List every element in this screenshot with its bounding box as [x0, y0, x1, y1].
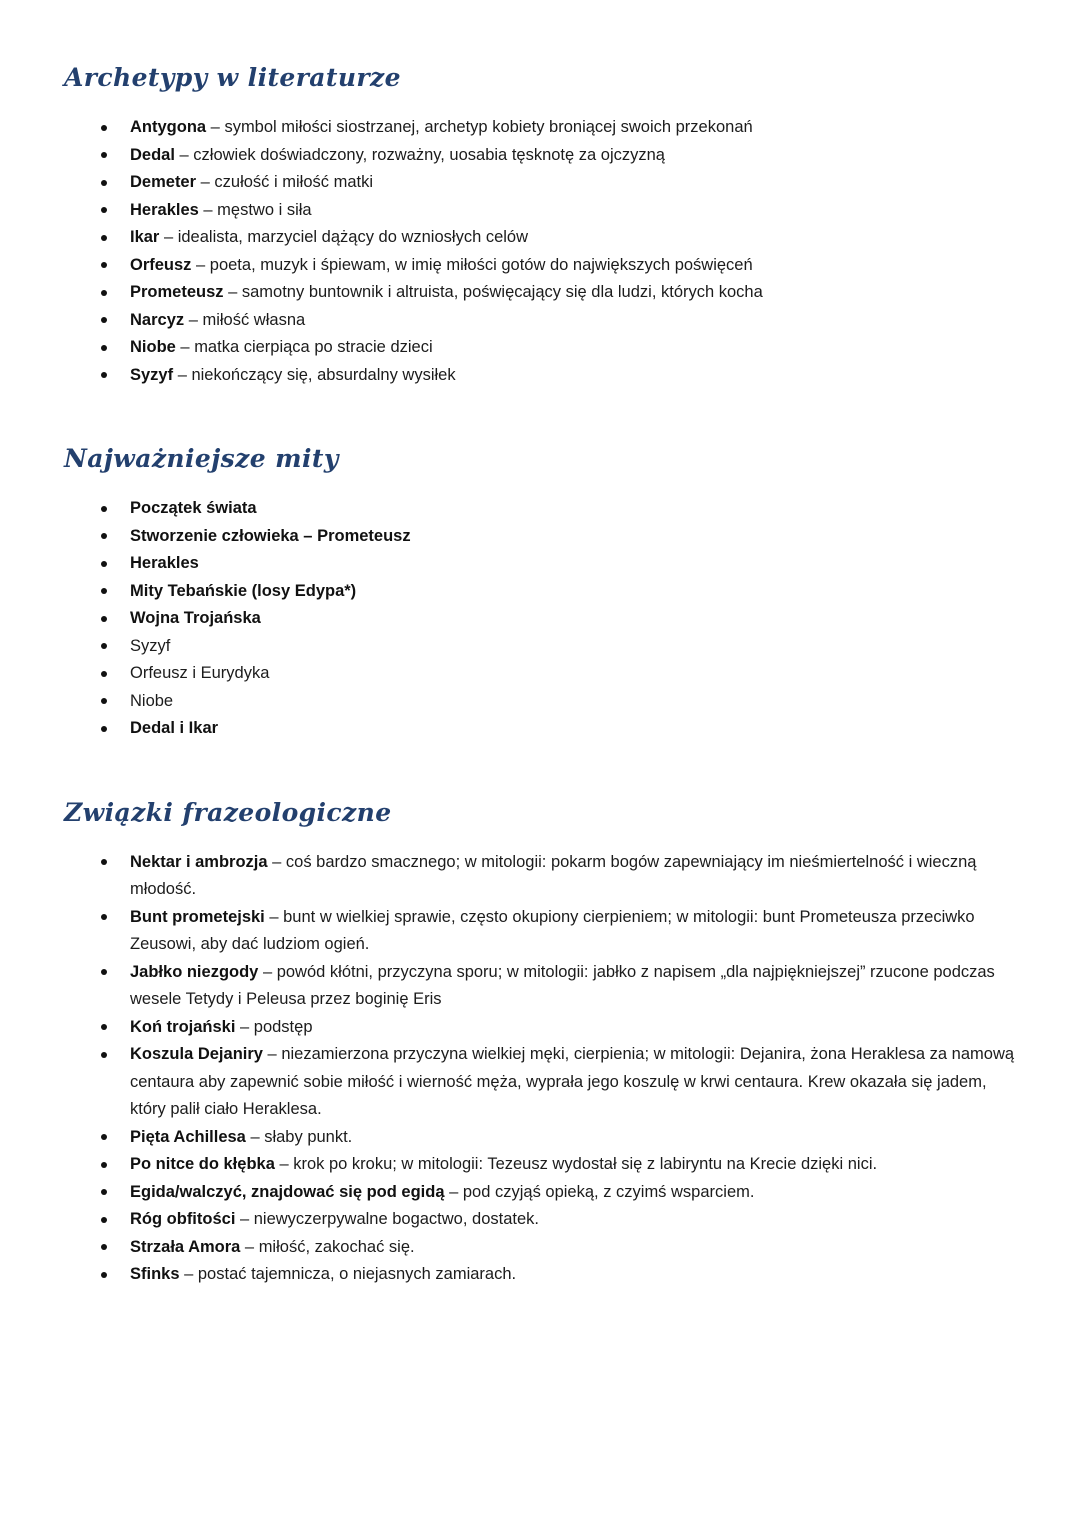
list-item: Orfeusz – poeta, muzyk i śpiewam, w imię miłości gotów do największych poświęceń: [100, 252, 1022, 280]
list-item: Niobe – matka cierpiąca po stracie dzieci: [100, 334, 1022, 362]
list-item: Koszula Dejaniry – niezamierzona przyczyna wielkiej męki, cierpienia; w mitologii: Dejanira, żona Heraklesa za namową centaura aby zapewnić sobie miłość i wierność męża, wyprała jego koszulę w krwi centaura. Krew okazała się jadem, który palił ciało Heraklesa.: [100, 1041, 1022, 1124]
bullet-icon: [101, 235, 107, 241]
phraseology-list: [64, 849, 1022, 1289]
list-item: [100, 523, 1022, 551]
bullet-icon: [101, 1024, 107, 1030]
bullet-icon: [101, 262, 107, 268]
item-term: Niobe: [130, 691, 174, 710]
list-item: Egida/walczyć, znajdować się pod egidą – pod czyjąś opieką, z czyimś wsparciem.: [100, 1179, 1022, 1207]
list-item: Ikar – idealista, marzyciel dążący do wzniosłych celów: [100, 224, 1022, 252]
bullet-icon: [101, 372, 107, 378]
bullet-icon: [101, 643, 107, 649]
list-item: Demeter – czułość i miłość matki: [100, 169, 1022, 197]
item-term: Niobe: [130, 338, 176, 356]
section-title-phraseology: Związki frazeologiczne: [64, 797, 392, 827]
list-item: Herakles – męstwo i siła: [100, 197, 1022, 225]
list-item: Bunt prometejski – bunt w wielkiej sprawie, często okupiony cierpieniem; w mitologii: bunt Prometeusza przeciwko Zeusowi, aby dać ludziom ogień.: [100, 904, 1022, 959]
section-archetypes: [64, 62, 1022, 389]
section-phraseology: [64, 797, 1022, 1289]
list-item: [100, 578, 1022, 606]
bullet-icon: [101, 180, 107, 186]
list-item: [100, 550, 1022, 578]
item-term: Wojna Trojańska: [130, 609, 261, 627]
item-term: Orfeusz i Eurydyka: [130, 664, 270, 682]
list-item: [100, 688, 1022, 716]
item-term: Bunt prometejski: [130, 907, 265, 926]
bullet-icon: [101, 506, 107, 512]
list-item: Koń trojański – podstęp: [100, 1014, 1022, 1042]
item-term: Koń trojański: [130, 1017, 236, 1036]
bullet-icon: [101, 588, 107, 594]
list-item: Antygona – symbol miłości siostrzanej, archetyp kobiety broniącej swoich przekonań: [100, 114, 1022, 142]
section-myths: [64, 443, 1022, 743]
list-item: Po nitce do kłębka – krok po kroku; w mitologii: Tezeusz wydostał się z labiryntu na Krecie dzięki nici.: [100, 1151, 1022, 1179]
bullet-icon: [101, 290, 107, 296]
item-term: Strzała Amora: [130, 1237, 241, 1256]
bullet-icon: [101, 859, 107, 865]
item-term: Nektar i ambrozja: [130, 852, 268, 871]
item-term: Syzyf: [130, 636, 171, 655]
bullet-icon: [101, 1189, 107, 1195]
item-term: Antygona: [130, 118, 207, 136]
item-term: Po nitce do kłębka: [130, 1155, 275, 1173]
item-term: Orfeusz: [130, 255, 192, 274]
item-term: Ikar: [130, 228, 160, 246]
list-item: Sfinks – postać tajemnicza, o niejasnych zamiarach.: [100, 1261, 1022, 1289]
list-item: Strzała Amora – miłość, zakochać się.: [100, 1234, 1022, 1262]
item-term: Prometeusz: [130, 283, 224, 301]
list-item: [100, 660, 1022, 688]
list-item: [100, 605, 1022, 633]
item-term: Koszula Dejaniry: [130, 1045, 263, 1063]
list-item: Dedal – człowiek doświadczony, rozważny, uosabia tęsknotę za ojczyzną: [100, 142, 1022, 170]
bullet-icon: [101, 616, 107, 622]
list-item: Syzyf – niekończący się, absurdalny wysiłek: [100, 362, 1022, 390]
bullet-icon: [101, 125, 107, 131]
bullet-icon: [101, 671, 107, 677]
list-item: [100, 715, 1022, 743]
bullet-icon: [101, 698, 107, 704]
item-term: Herakles: [130, 200, 199, 219]
item-term: Herakles: [130, 554, 199, 572]
bullet-icon: [101, 152, 107, 158]
list-item: Pięta Achillesa – słaby punkt.: [100, 1124, 1022, 1152]
bullet-icon: [101, 1134, 107, 1140]
list-item: Jabłko niezgody – powód kłótni, przyczyna sporu; w mitologii: jabłko z napisem „dla najpiękniejszej” rzucone podczas wesele Tetydy i Peleusa przez boginię Eris: [100, 959, 1022, 1014]
bullet-icon: [101, 1052, 107, 1058]
bullet-icon: [101, 345, 107, 351]
item-term: Dedal: [130, 145, 175, 164]
bullet-icon: [101, 1244, 107, 1250]
item-term: Pięta Achillesa: [130, 1127, 246, 1146]
item-term: Egida/walczyć, znajdować się pod egidą: [130, 1182, 445, 1201]
myths-list: [64, 495, 1022, 743]
item-term: Narcyz: [130, 310, 185, 329]
list-item: [100, 633, 1022, 661]
list-item: Nektar i ambrozja – coś bardzo smacznego; w mitologii: pokarm bogów zapewniający im nieśmiertelność i wieczną młodość.: [100, 849, 1022, 904]
item-term: Syzyf: [130, 365, 174, 384]
list-item: Róg obfitości – niewyczerpywalne bogactwo, dostatek.: [100, 1206, 1022, 1234]
bullet-icon: [101, 1162, 107, 1168]
item-term: Róg obfitości: [130, 1210, 236, 1228]
bullet-icon: [101, 726, 107, 732]
list-item: Narcyz – miłość własna: [100, 307, 1022, 335]
item-term: Sfinks: [130, 1265, 180, 1283]
bullet-icon: [101, 207, 107, 213]
list-item: Prometeusz – samotny buntownik i altruista, poświęcający się dla ludzi, których kocha: [100, 279, 1022, 307]
bullet-icon: [101, 561, 107, 567]
item-term: Demeter: [130, 173, 197, 191]
archetypes-list: [64, 114, 1022, 389]
item-term: Mity Tebańskie (losy Edypa*): [130, 581, 357, 600]
item-term: Początek świata: [130, 499, 257, 517]
bullet-icon: [101, 1272, 107, 1278]
item-term: Jabłko niezgody: [130, 962, 259, 981]
bullet-icon: [101, 914, 107, 920]
bullet-icon: [101, 1217, 107, 1223]
bullet-icon: [101, 969, 107, 975]
list-item: [100, 495, 1022, 523]
section-title-archetypes: Archetypy w literaturze: [64, 63, 401, 92]
item-term: Stworzenie człowieka – Prometeusz: [130, 526, 411, 545]
section-title-myths: Najważniejsze mity: [64, 444, 339, 473]
bullet-icon: [101, 533, 107, 539]
bullet-icon: [101, 317, 107, 323]
item-term: Dedal i Ikar: [130, 719, 219, 737]
